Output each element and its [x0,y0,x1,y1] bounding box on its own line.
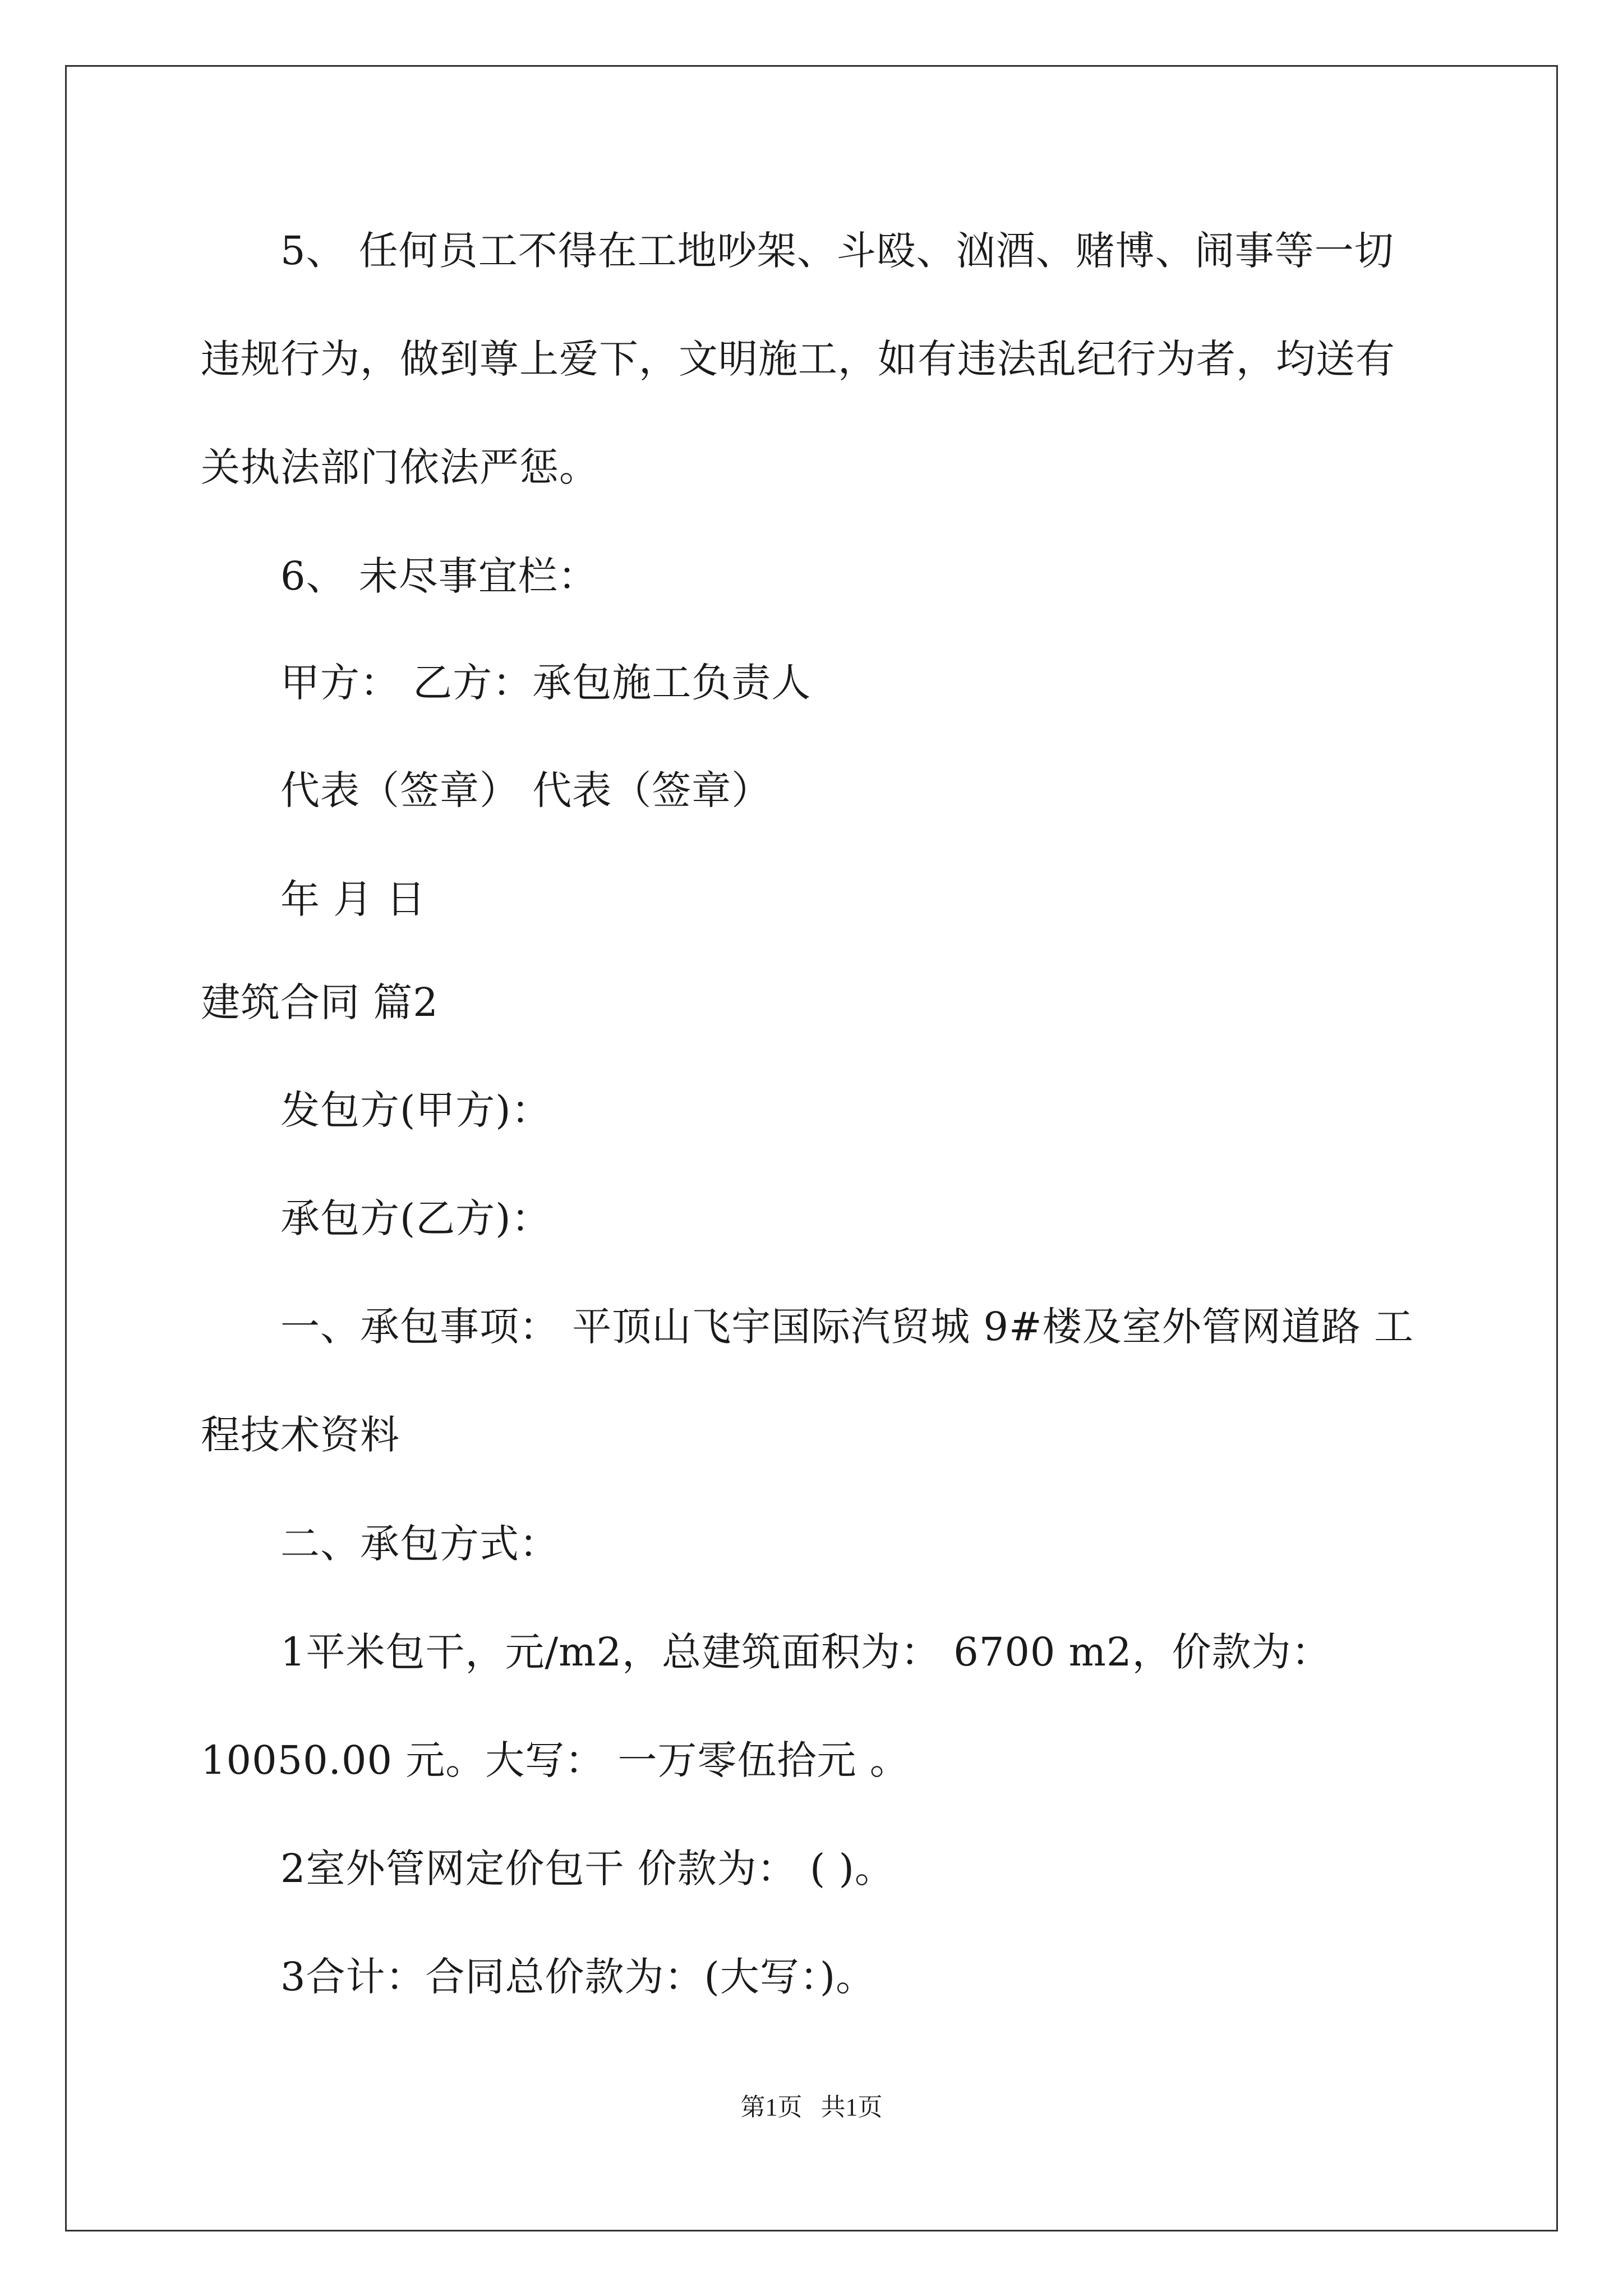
contract-method-heading: 二、承包方式： [280,1521,559,1567]
contract-item-line-2: 程技术资料 [201,1412,400,1458]
employer-line: 发包方(甲方)： [280,1087,551,1133]
page-footer: 第1页 共1页 [740,2093,883,2121]
method-3-line: 3合计：合同总价款为：(大写：)。 [280,1954,876,2000]
contract-item-line-1: 一、承包事项： 平顶山飞宇国际汽贸城 9#楼及室外管网道路 工 [280,1304,1414,1350]
method-1-line-2: 10050.00 元。大写： 一万零伍拾元 。 [201,1737,910,1783]
method-1-line-1: 1平米包干，元/m2，总建筑面积为： 6700 m2，价款为： [280,1629,1331,1675]
method-2-line: 2室外管网定价包干 价款为： ( )。 [280,1846,895,1892]
clause-5-line-3: 关执法部门依法严惩。 [201,444,599,490]
party-line: 甲方： 乙方：承包施工负责人 [280,660,811,706]
date-line: 年 月 日 [280,876,426,922]
representative-line: 代表（签章） 代表（签章） [280,767,772,813]
section-heading: 建筑合同 篇2 [201,979,439,1025]
clause-6: 6、 未尽事宜栏： [280,553,598,599]
clause-5-line-2: 违规行为，做到尊上爱下，文明施工，如有违法乱纪行为者，均送有 [201,336,1395,382]
clause-5-line-1: 5、 任何员工不得在工地吵架、斗殴、汹酒、赌博、闹事等一切 [280,228,1394,274]
contractor-line: 承包方(乙方)： [280,1195,551,1241]
page-border [65,65,1558,2231]
